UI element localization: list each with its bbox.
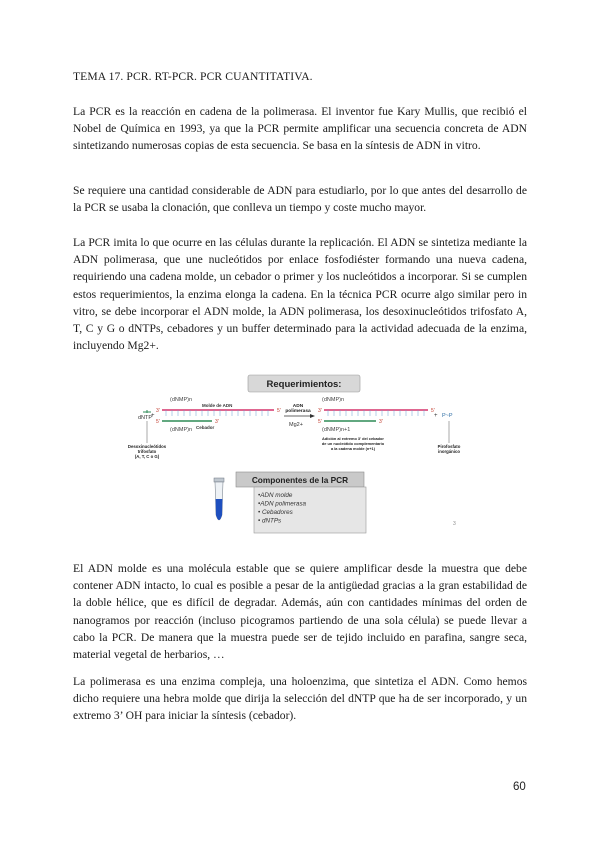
mg-label: Mg2+ — [289, 422, 303, 428]
ppi-label: P~P — [442, 413, 453, 419]
components-title: Componentes de la PCR — [251, 475, 349, 485]
primer-label: Cebador — [196, 425, 215, 430]
dntp-caption-1: Desoxinucleótidos — [127, 444, 167, 449]
paragraph-template: El ADN molde es una molécula estable que se quiere amplificar desde la muestra que debe contener ADN intacto, lo cual es posible a pesar de la antigüedad gracias a la gran estabilidad de la doble hélice, que es difícil de degradar. Además, aún con cantidades mínimas del orden de nanogramos por reacción (incluso picogramos partiendo de una sola célula) se puede llevar a cabo la PCR. De manera que la muestra puede ser de tejido incluido en parafina, sangre seca, material vegetal de herbarios, … — [73, 562, 527, 662]
left-top-3prime: 5' — [277, 408, 281, 414]
pcr-diagram — [127, 371, 468, 551]
left-bottom-dnmp-label: (dNMP)n — [170, 427, 193, 433]
right-top-3prime: 3' — [318, 408, 322, 414]
component-item: • Cebadores — [258, 509, 293, 516]
right-top-5prime: 5' — [431, 408, 435, 414]
ppi-caption-1: Pirofosfato — [437, 444, 461, 449]
plus-sign-right: + — [434, 413, 438, 419]
template-ticks-left — [166, 410, 268, 416]
right-caption-1: Adición al extremo 3' del cebador — [322, 436, 384, 441]
ppi-caption-2: inorgánico — [438, 449, 460, 454]
requirements-title: Requerimientos: — [266, 379, 342, 390]
dntp-caption-3: (A, T, C o G) — [134, 454, 160, 459]
template-ticks-right — [328, 410, 424, 416]
left-bottom-3prime: 3' — [215, 419, 219, 425]
left-top-dnmp-label: (dNMP)n — [170, 397, 193, 403]
page-title: TEMA 17. PCR. RT-PCR. PCR CUANTITATIVA. — [73, 70, 313, 83]
left-top-5prime: 3' — [156, 408, 160, 414]
right-top-dnmp-label: (dNMP)n — [322, 397, 345, 403]
right-bottom-dnmp-label: (dNMP)n+1 — [322, 427, 351, 433]
left-bottom-5prime: 5' — [156, 419, 160, 425]
right-caption-2: de un nucleótido complementario — [321, 441, 385, 446]
reaction-arrowhead — [310, 414, 315, 418]
plus-sign-left: + — [151, 413, 155, 419]
paragraph-polymerase: La polimerasa es una enzima compleja, una holoenzima, que sintetiza el ADN. Como hemos dicho requiere una hebra molde que dirija la selección del dNTP que ha de ser incorporado, y un extremo 3’ OH para iniciar la síntesis (cebador). — [73, 675, 527, 723]
component-item: •ADN molde — [258, 492, 293, 499]
paragraph-cloning: Se requiere una cantidad considerable de ADN para estudiarlo, por lo que antes del desarrollo de la PCR se usaba la clonación, que conlleva un tiempo y coste mucho mayor. — [73, 184, 527, 215]
paragraph-replication: La PCR imita lo que ocurre en las células durante la replicación. El ADN se sintetiza mediante la ADN polimerasa, que une nucleótidos por enlace fosfodiéster formando una nueva cadena, requiriendo una cadena molde, un cebador o primer y los nucleótidos a incorporar. Si se cumplen estos requerimientos, la enzima elonga la cadena. En la técnica PCR ocurre algo similar pero in vitro, se debe incorporar el ADN molde, la ADN polimerasa, los desoxinucleótidos trifosfato A, T, C y G o dNTPs, cebadores y un buffer determinado para la actividad adecuada de la enzima, incluyendo Mg2+. — [73, 236, 527, 353]
paragraph-intro: La PCR es la reacción en cadena de la polimerasa. El inventor fue Kary Mullis, que recibió el Nobel de Química en 1993, ya que la PCR permite amplificar una secuencia concreta de ADN sintetizando numerosas copias de esta secuencia. Se basa en la síntesis de ADN in vitro. — [73, 105, 527, 153]
dntp-label: dNTP — [138, 415, 153, 421]
arrow-label-1: ADN — [292, 404, 304, 409]
arrow-label-2: polimerasa — [285, 409, 311, 414]
right-bottom-3prime: 3' — [379, 419, 383, 425]
right-bottom-5prime: 5' — [318, 419, 322, 425]
component-item: •ADN polimerasa — [258, 500, 307, 508]
pcr-requirements-figure — [127, 371, 468, 551]
component-item: • dNTPs — [258, 517, 282, 525]
template-label: Molde de ADN — [202, 403, 233, 408]
right-caption-3: a la cadena molde (n+1) — [330, 446, 376, 451]
pcr-tube-icon — [214, 478, 224, 520]
dntp-caption-2: trifosfato — [137, 449, 157, 454]
slide-number: 3 — [453, 521, 456, 527]
page-number: 60 — [513, 781, 526, 793]
